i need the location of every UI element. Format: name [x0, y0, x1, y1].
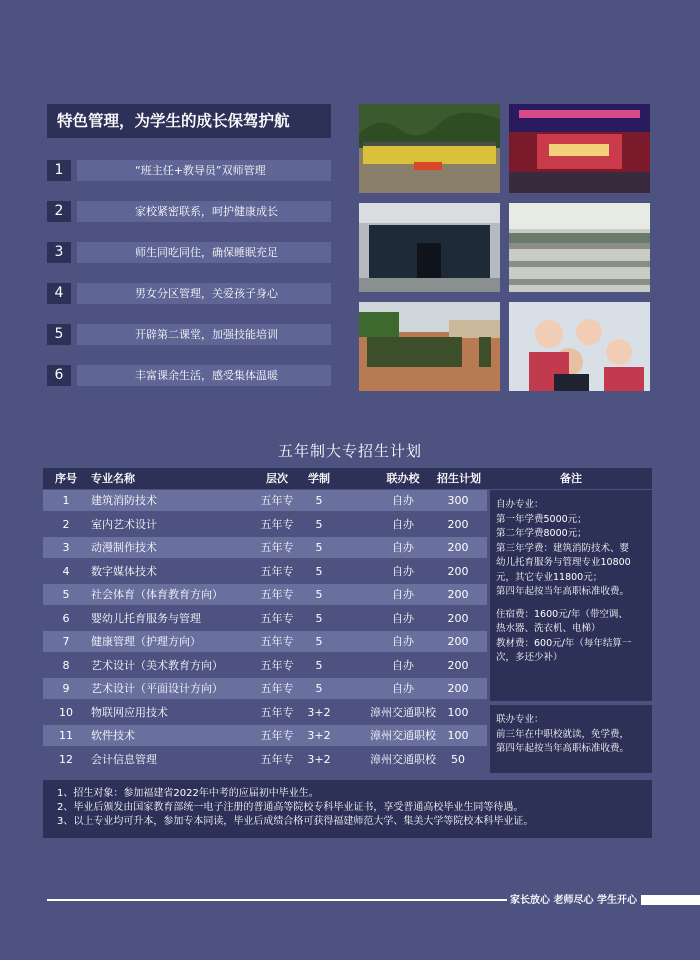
table-header [43, 468, 652, 489]
cell-name: 数字媒体技术 [91, 564, 157, 578]
cell-name: 社会体育（体育教育方向） [91, 588, 223, 601]
note-line: 元，其它专业11800元； [496, 571, 603, 583]
cell-partner: 自办 [392, 517, 414, 531]
cell-name: 健康管理（护理方向） [91, 635, 201, 648]
cell-name: 艺术设计（美术教育方向） [91, 658, 223, 672]
note-line: 第三年学费：建筑消防技术、婴 [496, 542, 630, 554]
header-remarks: 备注 [560, 472, 582, 485]
feature-number: 3 [47, 242, 71, 263]
header-system: 学制 [308, 472, 330, 485]
photo-group-outdoor [359, 104, 500, 193]
cell-idx: 4 [62, 564, 70, 578]
header-plan: 招生计划 [437, 472, 481, 485]
cell-name: 动漫制作技术 [91, 541, 157, 554]
cell-plan: 200 [447, 682, 469, 695]
cell-plan: 200 [447, 588, 469, 601]
cell-level: 五年专 [260, 611, 294, 625]
cell-partner: 自办 [392, 564, 414, 578]
table-row [43, 702, 487, 723]
note-line: 自办专业： [496, 499, 544, 510]
table-row [43, 749, 487, 770]
cell-partner: 漳州交通职校 [370, 729, 436, 742]
table-row [43, 561, 487, 582]
note-line: 住宿费：1600元/年（带空调、 [496, 608, 628, 620]
cell-plan: 200 [447, 611, 469, 625]
table-row [43, 537, 487, 558]
cell-level: 五年专 [260, 752, 294, 766]
cell-level: 五年专 [260, 588, 294, 601]
cell-level: 五年专 [260, 658, 294, 672]
cell-level: 五年专 [260, 541, 294, 554]
cell-idx: 12 [59, 752, 73, 766]
note-line: 次，多还少补） [496, 652, 563, 663]
cell-system: 5 [315, 517, 323, 531]
remarks-joint-run [490, 705, 652, 773]
cell-plan: 300 [447, 494, 469, 507]
cell-system: 5 [315, 588, 323, 601]
cell-level: 五年专 [260, 729, 294, 742]
notes-fee-lines [496, 608, 648, 666]
footnote-3: 3、以上专业均可升本，参加专本同读，毕业后成绩合格可获得福建师范大学、集美大学等院校本科毕业证。 [57, 816, 534, 827]
note-line: 第一年学费5000元； [496, 513, 587, 525]
table-row [43, 631, 487, 652]
feature-item [47, 365, 331, 386]
cell-plan: 100 [447, 705, 469, 719]
cell-plan: 200 [447, 517, 469, 531]
note-line: 第四年起按当年高职标准收费。 [496, 743, 630, 754]
cell-name: 婴幼儿托育服务与管理 [91, 611, 201, 625]
cell-name: 物联网应用技术 [91, 705, 168, 719]
footnotes [43, 780, 652, 838]
note-line: 教材费：600元/年（每年结算一 [496, 637, 632, 649]
feature-item [47, 242, 331, 263]
cell-name: 建筑消防技术 [91, 494, 157, 507]
cell-partner: 漳州交通职校 [370, 752, 436, 766]
cell-idx: 11 [59, 729, 73, 742]
feature-number: 2 [47, 201, 71, 222]
table-row [43, 655, 487, 676]
cell-idx: 7 [62, 635, 70, 648]
cell-system: 5 [315, 682, 323, 695]
note-line: 热水器、洗衣机、电梯） [496, 623, 601, 634]
cell-system: 5 [315, 564, 323, 578]
cell-name: 会计信息管理 [91, 752, 157, 766]
table-row [43, 490, 487, 511]
cell-level: 五年专 [260, 682, 294, 695]
cell-idx: 9 [62, 682, 70, 695]
cell-idx: 5 [62, 588, 70, 601]
table-row [43, 608, 487, 629]
cell-level: 五年专 [260, 494, 294, 507]
feature-number: 5 [47, 324, 71, 345]
cell-partner: 自办 [392, 682, 414, 695]
photo-military-drill [359, 302, 500, 391]
note-line: 第二年学费8000元； [496, 528, 587, 539]
feature-number: 6 [47, 365, 71, 386]
photo-stage-event [509, 104, 650, 193]
remarks-self-run [490, 490, 652, 701]
cell-plan: 50 [451, 752, 465, 766]
cell-idx: 6 [62, 611, 70, 625]
cell-partner: 自办 [392, 658, 414, 672]
feature-text: 开辟第二课堂，加强技能培训 [77, 324, 331, 345]
cell-plan: 200 [447, 541, 469, 554]
feature-item [47, 283, 331, 304]
cell-name: 艺术设计（平面设计方向） [91, 682, 223, 695]
cell-idx: 2 [62, 517, 70, 531]
feature-text: 家校紧密联系，呵护健康成长 [77, 201, 331, 222]
header-idx: 序号 [55, 472, 77, 485]
cell-partner: 自办 [392, 588, 414, 601]
feature-text: 丰富课余生活，感受集体温暖 [77, 365, 331, 386]
footer-slogan: 家长放心 老师尽心 学生开心 [510, 895, 637, 906]
cell-system: 5 [315, 635, 323, 648]
note-line: 幼儿托育服务与管理专业10800 [496, 557, 631, 568]
table-row [43, 725, 487, 746]
photo-uniform-ceremony [359, 203, 500, 292]
cell-system: 5 [315, 611, 323, 625]
cell-plan: 100 [447, 729, 469, 742]
cell-system: 3+2 [307, 729, 331, 742]
cell-partner: 自办 [392, 541, 414, 554]
cell-system: 5 [315, 494, 323, 507]
table-row [43, 584, 487, 605]
note-line: 前三年在中职校就读，免学费， [496, 728, 630, 740]
notes-self-lines [496, 498, 648, 600]
cell-idx: 10 [59, 705, 73, 719]
cell-partner: 自办 [392, 494, 414, 507]
cell-plan: 200 [447, 658, 469, 672]
table-title: 五年制大专招生计划 [277, 442, 422, 460]
features-title: 特色管理，为学生的成长保驾护航 [47, 104, 331, 138]
cell-level: 五年专 [260, 705, 294, 719]
cell-idx: 1 [62, 494, 70, 507]
footnote-2: 2、毕业后颁发由国家教育部统一电子注册的普通高等院校专科毕业证书，享受普通高校毕业生同等待遇。 [57, 802, 524, 813]
header-partner: 联办校 [386, 472, 420, 485]
cell-partner: 漳州交通职校 [370, 705, 436, 719]
table-row [43, 678, 487, 699]
photo-dining-hall [509, 203, 650, 292]
feature-text: 师生同吃同住，确保睡眠充足 [77, 242, 331, 263]
cell-level: 五年专 [260, 517, 294, 531]
cell-system: 5 [315, 658, 323, 672]
cell-plan: 200 [447, 635, 469, 648]
header-level: 层次 [266, 472, 288, 485]
cell-level: 五年专 [260, 564, 294, 578]
notes-joint-lines [496, 713, 648, 757]
cell-partner: 自办 [392, 635, 414, 648]
feature-item [47, 324, 331, 345]
feature-number: 1 [47, 160, 71, 181]
feature-text: 男女分区管理，关爱孩子身心 [77, 283, 331, 304]
cell-partner: 自办 [392, 611, 414, 625]
footer-rule [47, 899, 507, 901]
cell-plan: 200 [447, 564, 469, 578]
cell-idx: 3 [62, 541, 70, 554]
note-line: 联办专业： [496, 714, 544, 725]
cell-level: 五年专 [260, 635, 294, 648]
note-line: 第四年起按当年高职标准收费。 [496, 586, 630, 597]
cell-idx: 8 [62, 658, 70, 672]
cell-name: 室内艺术设计 [91, 517, 157, 531]
feature-text: “班主任+教导员”双师管理 [77, 160, 331, 181]
cell-system: 3+2 [307, 705, 331, 719]
footer-block [641, 895, 700, 905]
header-name: 专业名称 [91, 472, 135, 485]
cell-system: 3+2 [307, 752, 331, 766]
table-row [43, 514, 487, 535]
cell-name: 软件技术 [91, 729, 135, 742]
feature-item [47, 160, 331, 181]
feature-number: 4 [47, 283, 71, 304]
feature-item [47, 201, 331, 222]
cell-system: 5 [315, 541, 323, 554]
footnote-1: 1、招生对象：参加福建省2022年中考的应届初中毕业生。 [57, 788, 319, 799]
photo-students-selfie [509, 302, 650, 391]
